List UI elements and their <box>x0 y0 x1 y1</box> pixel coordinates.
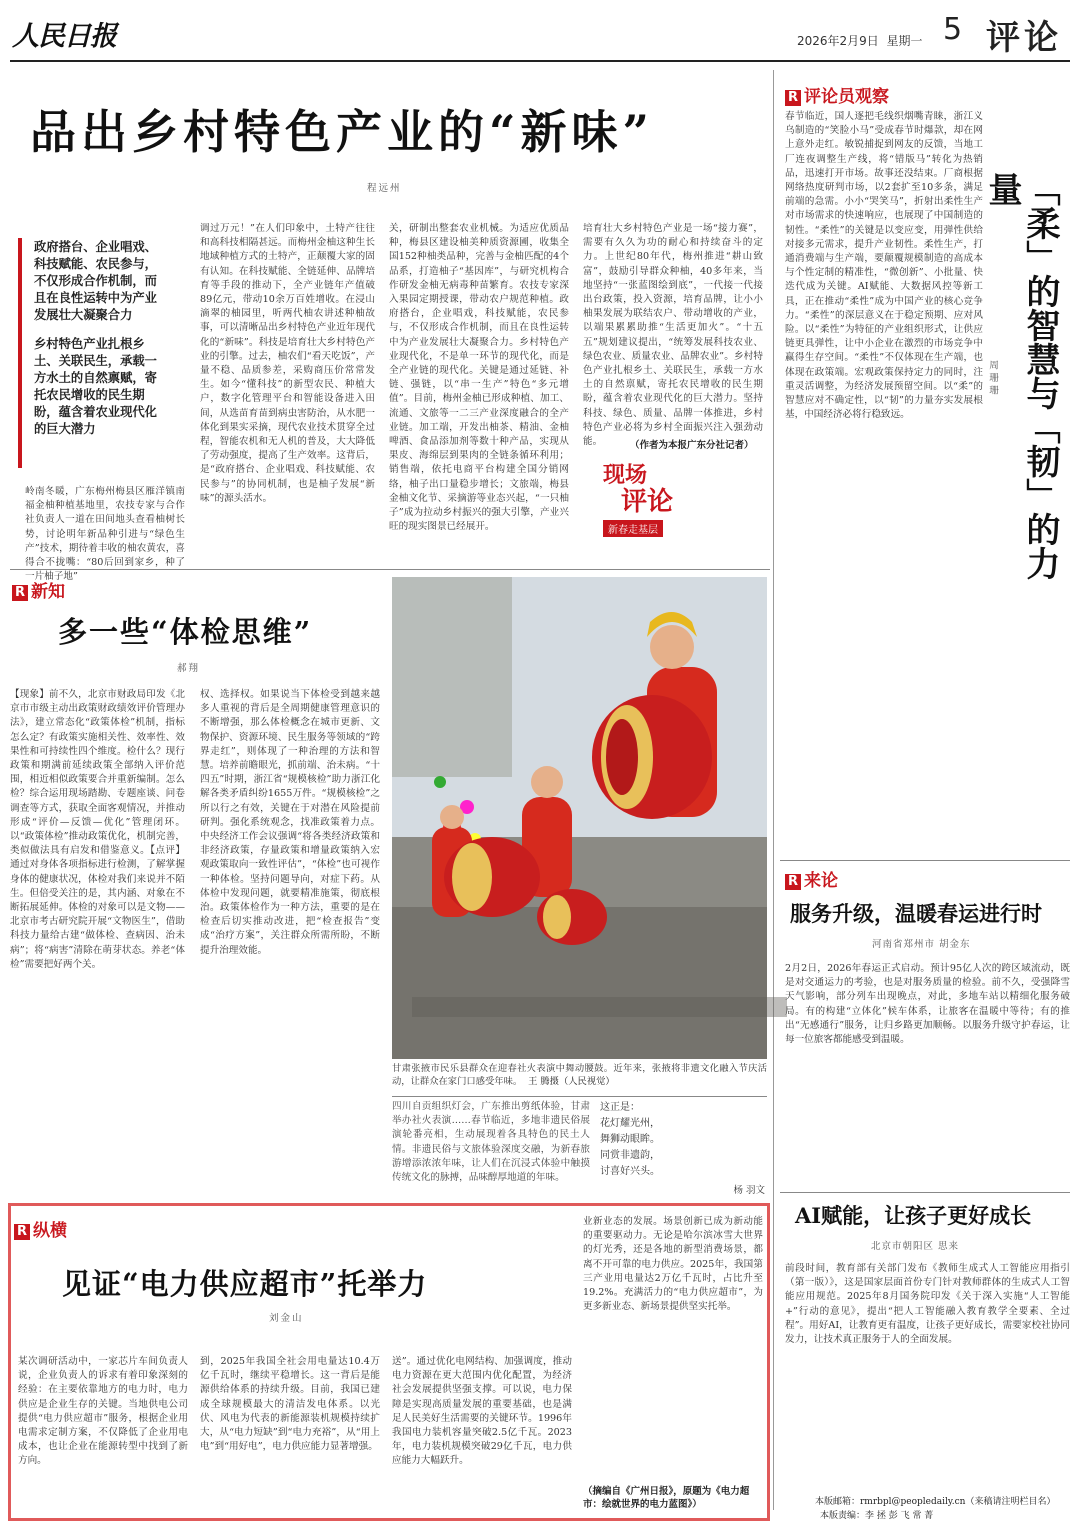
poem-line-4: 同赏非遗韵， <box>600 1150 660 1161</box>
poem-line-2: 花灯耀光州， <box>600 1118 660 1129</box>
laijun-divider <box>780 1192 1070 1193</box>
lead-column-3: 关，研制出整套农业机械。为适应优质品种，梅县区建设柚美种质资源圃，收集全国152种柚类品种，完善与金柚匹配的4个品系，打造柚子“基因库”，与研究机构合作研发金柚无病毒种苗繁育。农技专家深入果园定期授课，带动农户规范种植。政府搭台，企业唱戏，科技赋能，农民参与，不仅形成合作机制，而且在良性运转中为产业发展壮大凝聚合力。乡村特色产业现代化，不是单一环节的现代化，而是全产业链的现代化。关键是通过延链、补链、强链，以“串一生产”特色“多元增值”。目前，梅州金柚已形成种植、加工、流通、文旅等一二三产业深度融合的全产业链。加工端，开发出柚茶、精油、金柚啤酒、食品添加剂等数十种产品，实现从果皮、海绵层到果肉的全链条循环利用；销售端，依托电商平台构建全国分销网络，柚子出口量稳步增长；文旅端，梅县金柚文化节、采摘游等业态兴起，“一只柚子”成为拉动乡村振兴的强大引擎，产业兴旺的现实图景已经展开。 <box>389 223 569 533</box>
poem-author: 杨 羽文 <box>733 1185 765 1196</box>
photo-caption <box>392 1062 767 1092</box>
xinzhi-header <box>12 577 65 602</box>
stamp-line-2: 评论 <box>621 487 674 517</box>
section-r-mark: R <box>785 874 801 890</box>
section-r-mark: R <box>785 90 801 106</box>
laijun-2-body: 前段时间，教育部有关部门发布《教师生成式人工智能应用指引（第一版）》，这是国家层面首份专门针对教师群体的生成式人工智能应用规范。2025年8月国务院印发《关于深入实施“人工智能+”行动的意见》，提出“把人工智能融入教育教学全要素、全过程”。用好AI，让教育更有温度，让孩子更好成长，需要家校社协同发力，让技术真正服务于人的全面发展。 <box>785 1263 1070 1346</box>
xinzhi-title: 多一些“体检思维” <box>58 615 313 649</box>
issue-date <box>797 32 922 49</box>
observer-body: 春节临近，国人逐把毛线织烟嘴青睐，浙江义乌制造的“笑脸小马”受成春节时爆款，却在网上意外走红。敏锐捕捉到网友的反馈，当地工厂连夜调整生产线，将“错版马”转化为热销品，迅速打开市场。故事还没结束。厂商根据网络热度研判市场，以2套扩至10多条，满足前端的急需。小小“哭笑马”，折射出柔性生产对市场需求的快速响应，也展现了中国制造的韧性。“柔性”的关键是以变应变，用弹性供给对接多元需求，提升产业韧性。柔性生产，打通消费端与生产端，要颠覆规模制造的高成本与个性定制的精准性，“微创新”、小批量、快迭代成为关键。AI赋能、大数据风控等新工具，正在推动“柔性”成为中国产业的核心竞争力。“柔性”的深层意义在于稳定预期、应对风险。以“柔性”为特征的产业组织形式，让供应链更具弹性，让中小企业在激烈的市场竞争中赢得生存空间。“柔性”不仅体现在生产端，也体现在政策端。宏观政策保持定力的同时，注重灵活调整，为经济发展预留空间。以“柔”的智慧应对不确定性，以“韧”的力量夯实发展根基，中国经济必将行稳致远。 <box>785 111 983 421</box>
observer-author: 周珊珊 <box>987 360 998 398</box>
poem-line-5: 讨喜好兴头。 <box>600 1166 660 1177</box>
observer-vertical-title: 「柔」的智慧与「韧」的力量 <box>982 172 1060 580</box>
section-r-mark: R <box>14 1224 30 1240</box>
photo-credit: 王 腾摄（人民视觉） <box>528 1076 615 1087</box>
wenyi-poem <box>600 1100 765 1196</box>
lead-author: 程远州 <box>367 183 402 194</box>
news-photo <box>392 577 767 1059</box>
observer-tag: 评论员观察 <box>804 87 889 107</box>
laijun-1-title: 服务升级，温暖春运进行时 <box>790 901 1042 926</box>
issue-date-text: 2026年2月9日 <box>797 34 879 48</box>
newspaper-logo: 人民日报 <box>12 21 116 52</box>
lead-column-2: 调过万元！”在人们印象中，土特产往往和高科技相隔甚远。而梅州金柚这种生长地域种植方式的土特产，正颠覆大家的固有认知。在科技赋能、全链延伸、品牌培育等手段的推动下，全产业链年产值破89亿元，带动10余万百姓增收。在浸山滴翠的柚园里，听两代柚农讲述种柚故事，可以清晰品出乡村特色产业近年现代化的“新味”。科技是培育壮大乡村特色产业的引擎。过去，柚农们“看天吃饭”，产量不稳、品质参差，采购商压价常常发生。如今“懂科技”的新型农民、种植大户，数字化管理平台和智能设备进入田间，从选苗育苗到病虫害防治，从水肥一体化到果实采摘，现代农业技术贯穿全过程，智能农机和无人机的普及，大大降低了劳动强度，提高了生产效率。这背后，是“政府搭台、企业唱戏、科技赋能、农民参与”的协同机制，也是柚子发展“新味”的源头活水。 <box>200 223 375 504</box>
xianchang-pinglun-stamp <box>603 462 713 542</box>
zongheng-column-3: 送”。通过优化电网结构、加强调度，推动电力资源在更大范围内优化配置，为经济社会发展提供坚强支撑。可以说，电力保障是实现高质量发展的重要基础，也是满足人民美好生活需要的关键环节。1996年我国电力装机容量突破2.5亿千瓦。2023年，电力装机规模突破29亿千瓦，电力供应能力大幅跃升。 <box>392 1356 572 1467</box>
wenyi-text: 四川自贡组织灯会，广东推出剪纸体验，甘肃举办社火表演……春节临近，多地非遗民俗展演轮番亮相，生动展现着各具特色的民土人情。非遗民俗与文旅体验深度交融，为新春旅游增添浓浓年味，让人们在沉浸式体验中触摸传统文化的脉搏，品味醇厚地道的年味。 <box>392 1101 590 1184</box>
lead-title: 品出乡村特色产业的“新味” <box>30 105 654 159</box>
laijun-2-title: AI赋能，让孩子更好成长 <box>795 1203 1032 1228</box>
page-section-name: 评论 <box>986 18 1062 58</box>
lead-column-1: 岭南冬暖，广东梅州梅县区雁洋镇南福金柚种植基地里，农技专家与合作社负责人一道在田间地头查看柚树长势，讨论明年新品种引进与“绿色生产”技术，期待着丰收的柚农黄农，喜得合不拢嘴：“80后回到家乡，种了一片柚子地” <box>25 486 185 583</box>
masthead <box>0 0 1080 60</box>
poem-line-3: 舞狮动眼眸。 <box>600 1134 660 1145</box>
xinzhi-author: 郝翔 <box>177 663 201 674</box>
laijun-header <box>785 866 838 891</box>
wenyi-rule <box>392 1096 767 1097</box>
zongheng-column-4: 业新业态的发展。场景创新已成为新动能的重要驱动力。无论是哈尔滨冰雪大世界的灯光秀，还是各地的新型消费场景，都离不开可靠的电力供应。2025年，我国第三产业用电量达2万亿千瓦时，占比升至19.2%。充满活力的“电力供应超市”，为更多新业态、新场景提供坚实托举。 <box>583 1216 763 1313</box>
pull-quote-1: 政府搭台、企业唱戏、科技赋能、农民参与，不仅形成合作机制，而且在良性运转中为产业发展壮大凝聚合力 <box>34 239 157 322</box>
lead-author-note: （作者为本报广东分社记者） <box>630 440 754 451</box>
laijun-2-author: 北京市朝阳区 思来 <box>871 1241 960 1252</box>
xinzhi-rule <box>10 569 770 570</box>
zongheng-tag: 纵横 <box>33 1221 67 1241</box>
laijun-1-body: 2月2日，2026年春运正式启动。预计95亿人次的跨区域流动，既是对交通运力的考验，也是对服务质量的检验。前不久，受强降雪天气影响，部分列车出现晚点，对此，多地车站以精细化服务破局。有的构建“立体化”候车体系，让旅客在温暖中等待；有的推出“无感通行”服务，让归乡路更加顺畅。以服务升级守护春运，让每一位旅客都能感受到温暖。 <box>785 963 1070 1046</box>
laijun-rule <box>780 860 1070 861</box>
photo-drawing <box>392 577 767 1059</box>
stamp-line-3: 新春走基层 <box>603 520 663 537</box>
xinzhi-column-1: 【现象】前不久，北京市财政局印发《北京市市级主动出政策财政绩效评价管理办法》，建立常态化“政策体检”机制，指标怎么定？有政策实施相关性、效率性、效果性和可持续性四个维度。检什么？现行政策和期满前延续政策全部纳入评价范围，相近相似政策要合并重新编制。怎么检？综合运用现场踏勘、专题座谈、问卷调查等方式，获取全面客观情况，并推动形成“评价—反馈—优化”管理闭环。以“政策体检”推动政策优化，机制完善，类似做法具有启发和借鉴意义。【点评】通过对身体各项指标进行检测，了解掌握身体的健康状况，体检对我们来说并不陌生。但倍受关注的是，其内涵、对象在不断拓展延伸。体检的对象可以是文物——北京市考古研究院开展“文物医生”，借助科技力量给古建“做体检、查病因、治未病”；将“病害”清除在萌芽状态。养老“体检”需要把好两个关。 <box>10 689 185 970</box>
issue-weekday: 星期一 <box>886 34 923 48</box>
xinzhi-tag: 新知 <box>31 582 65 602</box>
page-mailbox: 本版邮箱：rmrbpl@peopledaily.cn（来稿请注明栏目名） <box>815 1497 1056 1507</box>
page-editors: 本版责编：李 拯 彭 飞 常 菁 <box>820 1511 934 1521</box>
page-number: 5 <box>943 12 963 47</box>
section-r-mark: R <box>12 585 28 601</box>
lead-column-4: 培育壮大乡村特色产业是一场“接力赛”，需要有久久为功的耐心和持续奋斗的定力。上世纪80年代，梅州推进“耕山致富”，鼓励引导群众种柚，40多年来，当地坚持“一张蓝图绘到底”，一代接一代接出台政策，投入资源，培育品牌，让小小柚果发展为联结农户、带动增收的产业，以端果累累助推“生活更加火”。“十五五”规划建议提出，“统筹发展科技农业、绿色农业、质量农业、品牌农业”。乡村特色产业扎根乡土、关联民生，承载一方水土的自然禀赋，寄托农民增收的民生期盼，蕴含着农业现代化的巨大潜力。坚持科技、绿色、质量、品牌一体推进，乡村特色产业必将为乡村全面振兴注入强劲动能。 <box>583 223 763 448</box>
column-divider <box>773 70 774 1510</box>
pull-quote-2: 乡村特色产业扎根乡土、关联民生，承载一方水土的自然禀赋，寄托农民增收的民生期盼，蕴含着农业现代化的巨大潜力 <box>34 336 157 436</box>
zongheng-title: 见证“电力供应超市”托举力 <box>62 1267 428 1301</box>
xinzhi-column-2: 权、选择权。如果说当下体检受到越来越多人重视的背后是全周期健康管理意识的不断增强，那么体检概念在城市更新、文物保护、资源环境、民生服务等领域的“跨界走红”，则体现了一种治理的方法和智慧。培养前瞻眼光，抓前端、治未病。“十四五”时期，浙江省“规模核检”助力浙江化解各类矛盾纠纷1655万件。“规模核检”之所以行之有效，关键在于对潜在风险提前研判。强化系统观念，找准政策着力点。中央经济工作会议强调“将各类经济政策和非经济政策，存量政策和增量政策纳入宏观政策取向一致性评估”，“体检”也可视作一种体检。坚持问题导向，对症下药。从体检中发现问题，就要精准施策，彻底根治。政策体检作为一种方法，重要的是在检查后切实推动改进，把“检查报告”变成“治疗方案”，关注群众所需所盼，不断提升治理效能。 <box>200 689 380 956</box>
poem-line-1: 这正是： <box>600 1102 640 1113</box>
zongheng-column-1: 某次调研活动中，一家芯片车间负责人说，企业负责人的诉求有着印象深刻的经验：在主要依靠地方的电力时，电力供应是企业生存的关键。当地供电公司提供“电力供应超市”服务，根据企业用电需求定制方案，不仅降低了企业用电成本，也让企业在能源转型中找到了新方向。 <box>18 1356 188 1467</box>
photo-caption-text: 甘肃张掖市民乐县群众在迎春社火表演中舞动腰鼓。近年来，张掖将非遗文化融入节庆活动，让群众在家门口感受年味。 <box>392 1063 767 1087</box>
zongheng-author: 刘金山 <box>269 1313 304 1324</box>
lead-pull-quotes <box>18 238 163 468</box>
stamp-line-1: 现场 <box>603 462 648 488</box>
laijun-tag: 来论 <box>804 871 838 891</box>
observer-header <box>785 82 889 107</box>
zongheng-column-2: 到，2025年我国全社会用电量达10.4万亿千瓦时，继续平稳增长。这一背后是能源供给体系的持续升级。目前，我国已建成全球规模最大的清洁发电体系。以光伏、风电为代表的新能源装机规模持续扩大，从“电力短缺”到“电力充裕”，从“用上电”到“用好电”，电力供应能力显著增强。 <box>200 1356 380 1453</box>
masthead-rule <box>10 60 1070 62</box>
zongheng-source-note: （摘编自《广州日报》，原题为《电力超市：绘就世界的电力蓝图》） <box>583 1486 750 1510</box>
zongheng-header <box>14 1216 67 1241</box>
laijun-1-author: 河南省郑州市 胡金东 <box>872 939 971 950</box>
